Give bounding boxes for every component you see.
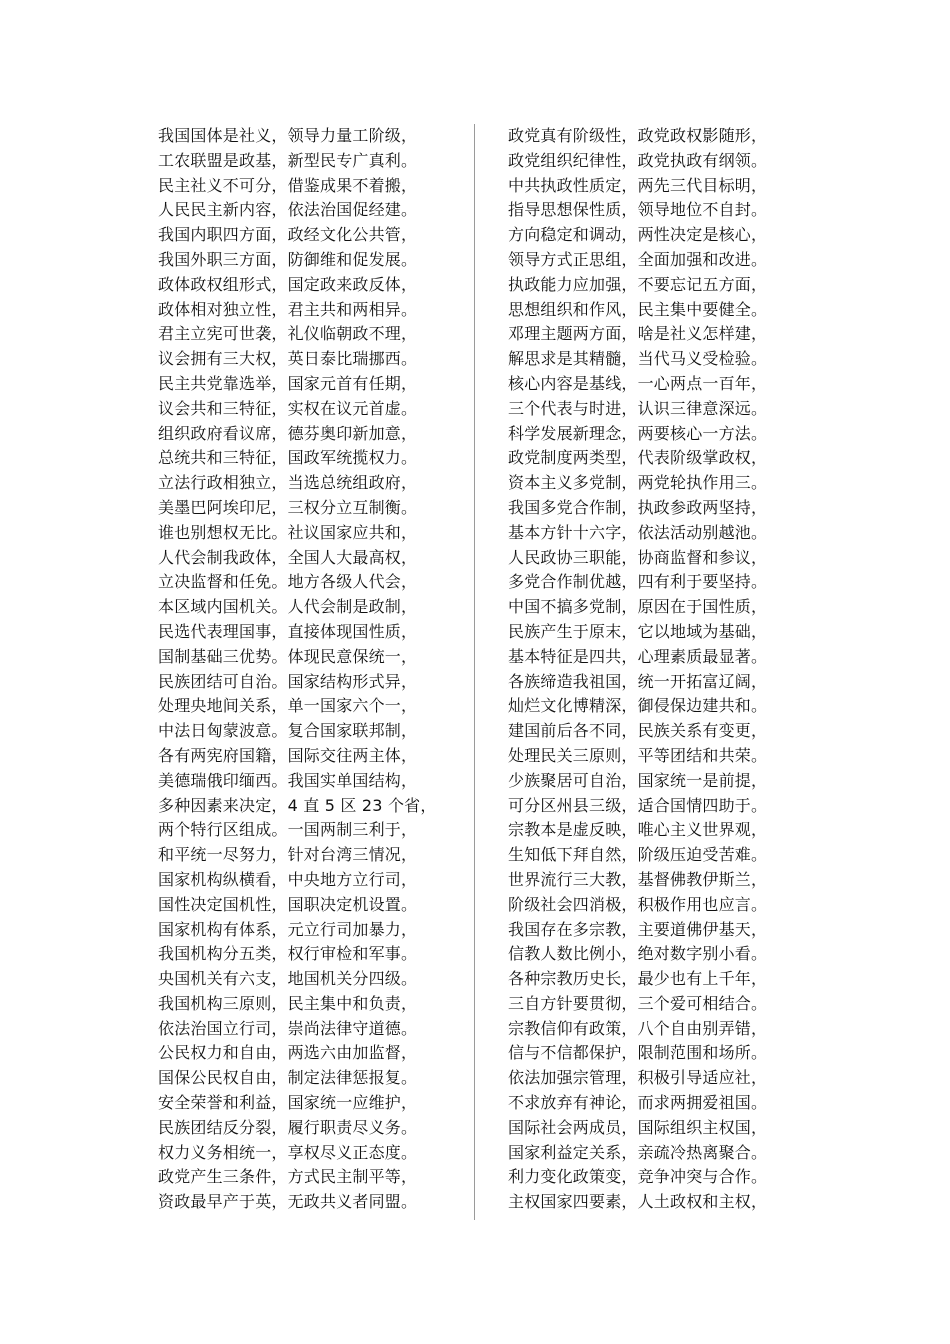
text-line: 三自方针要贯彻，三个爱可相结合。 xyxy=(508,993,768,1013)
text-line: 各族缔造我祖国，统一开拓富辽阔， xyxy=(508,671,768,691)
text-line: 美德瑞俄印缅西。我国实单国结构， xyxy=(158,770,418,790)
text-line: 方向稳定和调动，两性决定是核心， xyxy=(508,225,768,245)
text-line: 多党合作制优越，四有利于要坚持。 xyxy=(508,572,768,592)
text-line: 国家机构纵横看，中央地方立行司， xyxy=(158,869,418,889)
text-line: 议会共和三特征，实权在议元首虚。 xyxy=(158,398,418,418)
text-line: 领导方式正思组，全面加强和改进。 xyxy=(508,249,768,269)
text-line: 民主社义不可分，借鉴成果不着搬， xyxy=(158,175,418,195)
text-line: 权力义务相统一，享权尽义正态度。 xyxy=(158,1142,418,1162)
text-line: 君主立宪可世袭，礼仪临朝政不理， xyxy=(158,324,418,344)
text-line: 我国机构三原则，民主集中和负责， xyxy=(158,993,418,1013)
text-line: 指导思想保性质，领导地位不自封。 xyxy=(508,200,768,220)
text-line: 民族产生于原末，它以地域为基础， xyxy=(508,621,768,641)
text-line: 生知低下拜自然，阶级压迫受苦难。 xyxy=(508,845,768,865)
text-line: 政党组织纪律性，政党执政有纲领。 xyxy=(508,150,768,170)
text-line: 国家机构有体系，元立行司加暴力， xyxy=(158,919,418,939)
text-line: 人代会制我政体，全国人大最高权， xyxy=(158,547,418,567)
text-line: 央国机关有六支，地国机关分四级。 xyxy=(158,969,418,989)
text-line: 我国内职四方面，政经文化公共管， xyxy=(158,225,418,245)
text-line: 本区域内国机关。人代会制是政制， xyxy=(158,597,418,617)
text-line: 立法行政相独立，当选总统组政府， xyxy=(158,473,418,493)
text-line: 阶级社会四消极，积极作用也应言。 xyxy=(508,894,768,914)
text-line: 人民政协三职能，协商监督和参议， xyxy=(508,547,768,567)
text-line: 我国国体是社义，领导力量工阶级， xyxy=(158,126,418,145)
text-line: 中国不搞多党制，原因在于国性质， xyxy=(508,597,768,617)
text-line: 工农联盟是政基，新型民专广真利。 xyxy=(158,150,418,170)
text-line: 资政最早产于英，无政共义者同盟。 xyxy=(158,1192,418,1212)
right-text-column xyxy=(508,124,798,1215)
text-line: 政党制度两类型，代表阶级掌政权， xyxy=(508,448,768,468)
text-line: 国际社会两成员，国际组织主权国， xyxy=(508,1117,768,1137)
text-line: 政体政权组形式，国定政来政反体， xyxy=(158,274,418,294)
text-line: 少族聚居可自治，国家统一是前提， xyxy=(508,770,768,790)
text-line: 国家利益定关系，亲疏冷热离聚合。 xyxy=(508,1142,768,1162)
text-line: 核心内容是基线，一心两点一百年， xyxy=(508,373,768,393)
text-line: 政党真有阶级性，政党政权影随形， xyxy=(508,126,768,145)
text-line: 民族团结反分裂，履行职责尽义务。 xyxy=(158,1117,418,1137)
text-line: 三个代表与时进，认识三律意深远。 xyxy=(508,398,768,418)
text-line: 民主共党靠选举，国家元首有任期， xyxy=(158,373,418,393)
text-line: 邓理主题两方面，啥是社义怎样建， xyxy=(508,324,768,344)
text-line: 总统共和三特征，国政军统揽权力。 xyxy=(158,448,418,468)
text-line: 处理民关三原则，平等团结和共荣。 xyxy=(508,745,768,765)
text-line: 政党产生三条件，方式民主制平等， xyxy=(158,1167,418,1187)
text-line: 解思求是其精髓，当代马义受检验。 xyxy=(508,349,768,369)
text-line: 信教人数比例小，绝对数字别小看。 xyxy=(508,944,768,964)
text-line: 科学发展新理念，两要核心一方法。 xyxy=(508,423,768,443)
text-line: 中共执政性质定，两先三代目标明， xyxy=(508,175,768,195)
text-line: 各种宗教历史长，最少也有上千年， xyxy=(508,969,768,989)
text-line: 思想组织和作风，民主集中要健全。 xyxy=(508,299,768,319)
text-line: 建国前后各不同，民族关系有变更， xyxy=(508,721,768,741)
left-text-column xyxy=(158,124,448,1215)
column-divider xyxy=(474,124,475,1220)
text-line: 国性决定国机性，国职决定机设置。 xyxy=(158,894,418,914)
text-line: 处理央地间关系，单一国家六个一， xyxy=(158,696,418,716)
text-line: 政体相对独立性，君主共和两相异。 xyxy=(158,299,418,319)
text-line: 人民民主新内容，依法治国促经建。 xyxy=(158,200,418,220)
text-line: 信与不信都保护，限制范围和场所。 xyxy=(508,1043,768,1063)
text-line: 灿烂文化博精深，御侵保边建共和。 xyxy=(508,696,768,716)
text-line: 谁也别想权无比。社议国家应共和， xyxy=(158,522,418,542)
text-line: 主权国家四要素，人土政权和主权， xyxy=(508,1192,768,1212)
text-line: 我国存在多宗教，主要道佛伊基天， xyxy=(508,919,768,939)
text-line: 资本主义多党制，两党轮执作用三。 xyxy=(508,473,768,493)
text-line: 依法治国立行司，崇尚法律守道德。 xyxy=(158,1018,418,1038)
text-line: 多种因素来决定，4 直 5 区 23 个省， xyxy=(158,795,437,815)
text-line: 组织政府看议席，德芬奥印新加意， xyxy=(158,423,418,443)
text-line: 国制基础三优势。体现民意保统一， xyxy=(158,646,418,666)
text-line: 基本特征是四共，心理素质最显著。 xyxy=(508,646,768,666)
text-line: 执政能力应加强，不要忘记五方面， xyxy=(508,274,768,294)
text-line: 和平统一尽努力，针对台湾三情况， xyxy=(158,845,418,865)
text-line: 利力变化政策变，竞争冲突与合作。 xyxy=(508,1167,768,1187)
text-line: 各有两宪府国籍，国际交往两主体， xyxy=(158,745,418,765)
text-line: 世界流行三大教，基督佛教伊斯兰， xyxy=(508,869,768,889)
text-line: 议会拥有三大权，英日泰比瑞挪西。 xyxy=(158,349,418,369)
text-line: 立决监督和任免。地方各级人代会， xyxy=(158,572,418,592)
text-line: 依法加强宗管理，积极引导适应社， xyxy=(508,1068,768,1088)
text-line: 公民权力和自由，两选六由加监督， xyxy=(158,1043,418,1063)
text-line: 宗教信仰有政策，八个自由别弄错， xyxy=(508,1018,768,1038)
text-line: 我国多党合作制，执政参政两坚持， xyxy=(508,497,768,517)
text-line: 基本方针十六字，依法活动别越池。 xyxy=(508,522,768,542)
text-line: 两个特行区组成。一国两制三利于， xyxy=(158,820,418,840)
text-line: 民选代表理国事，直接体现国性质， xyxy=(158,621,418,641)
text-line: 民族团结可自治。国家结构形式异， xyxy=(158,671,418,691)
text-line: 美墨巴阿埃印尼，三权分立互制衡。 xyxy=(158,497,418,517)
text-line: 不求放弃有神论，而求两拥爱祖国。 xyxy=(508,1093,768,1113)
text-line: 国保公民权自由，制定法律惩报复。 xyxy=(158,1068,418,1088)
text-line: 宗教本是虚反映，唯心主义世界观， xyxy=(508,820,768,840)
text-line: 可分区州县三级，适合国情四助于。 xyxy=(508,795,768,815)
text-line: 我国外职三方面，防御维和促发展。 xyxy=(158,249,418,269)
text-line: 安全荣誉和利益，国家统一应维护， xyxy=(158,1093,418,1113)
text-line: 我国机构分五类，权行审检和军事。 xyxy=(158,944,418,964)
text-line: 中法日匈蒙波意。复合国家联邦制， xyxy=(158,721,418,741)
